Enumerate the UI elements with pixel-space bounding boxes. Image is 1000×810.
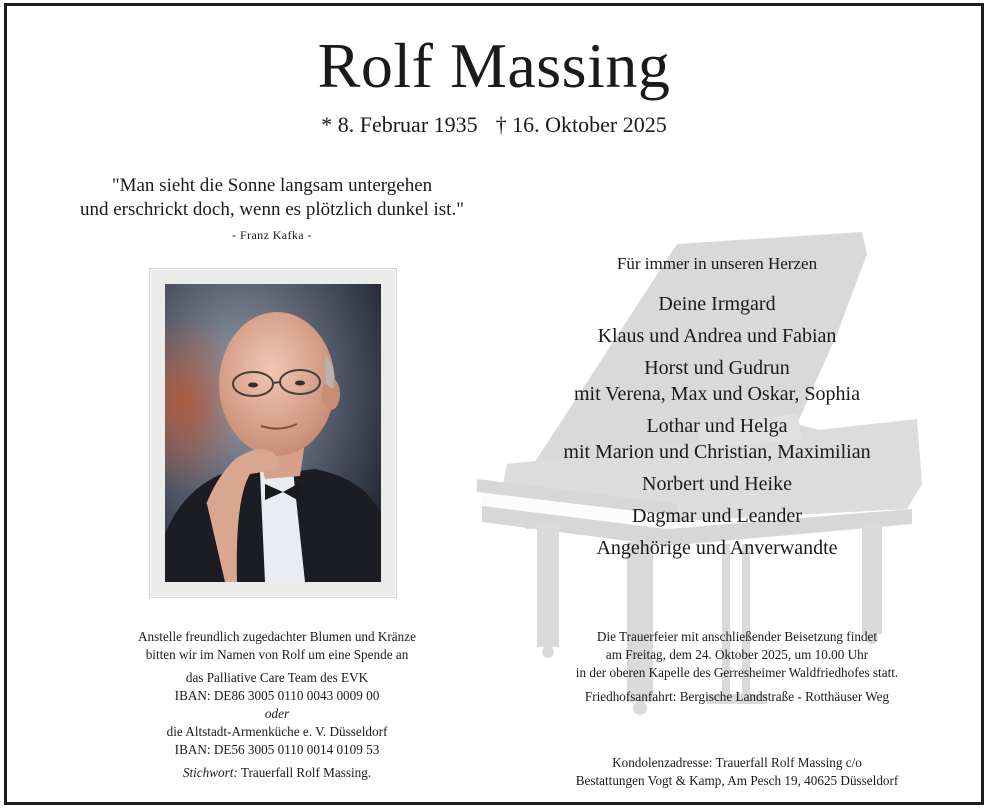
quote-author: - Franz Kafka - (232, 228, 312, 242)
cemetery-directions: Friedhofsanfahrt: Bergische Landstraße - Rotthäuser Weg (584, 689, 890, 704)
donation-iban: IBAN: DE56 3005 0110 0014 0109 53 (174, 742, 380, 757)
portrait-photo (165, 284, 381, 582)
family-line: Lothar und Helga (646, 415, 788, 437)
donation-or: oder (264, 706, 290, 721)
quote-line: und erschrickt doch, wenn es plötzlich dunkel ist." (80, 199, 464, 220)
family-entry (507, 535, 927, 561)
condolence-line: Kondolenzadresse: Trauerfall Rolf Massing c/o (612, 755, 862, 770)
family-line: Dagmar und Leander (632, 505, 802, 527)
keyword-value: Trauerfall Rolf Massing. (237, 765, 372, 780)
birth-date: * 8. Februar 1935 (321, 112, 478, 137)
family-line: Deine Irmgard (658, 293, 776, 315)
condolence-address (517, 754, 957, 790)
family-line: Norbert und Heike (642, 473, 792, 495)
family-entry (507, 413, 927, 465)
donation-keyword (87, 764, 467, 782)
family-line: Horst und Gudrun (644, 357, 790, 379)
family-entry (507, 355, 927, 407)
keyword-label: Stichwort: (182, 765, 238, 780)
family-line: mit Marion und Christian, Maximilian (563, 441, 871, 463)
portrait-frame (149, 268, 397, 598)
condolence-line: Bestattungen Vogt & Kamp, Am Pesch 19, 40625 Düsseldorf (575, 773, 899, 788)
life-dates (7, 114, 981, 136)
donation-line: bitten wir im Namen von Rolf um eine Spende an (145, 647, 409, 662)
ceremony-line: am Freitag, dem 24. Oktober 2025, um 10.00 Uhr (605, 647, 869, 662)
family-entry (507, 471, 927, 497)
ceremony-notice (517, 628, 957, 706)
donation-org: die Altstadt-Armenküche e. V. Düsseldorf (166, 724, 388, 739)
family-line: Klaus und Andrea und Fabian (597, 325, 837, 347)
quote (47, 174, 497, 222)
family-entry (507, 291, 927, 317)
family-list (507, 291, 927, 567)
family-line: Angehörige und Anverwandte (596, 537, 838, 559)
family-entry (507, 323, 927, 349)
forever-heading: Für immer in unseren Herzen (616, 254, 818, 273)
family-entry (507, 503, 927, 529)
death-date: † 16. Oktober 2025 (495, 112, 667, 137)
deceased-name: Rolf Massing (317, 30, 671, 101)
donation-org: das Palliative Care Team des EVK (185, 670, 369, 685)
family-line: mit Verena, Max und Oskar, Sophia (573, 383, 860, 405)
ceremony-line: in der oberen Kapelle des Gerresheimer Waldfriedhofes statt. (575, 665, 899, 680)
ceremony-line: Die Trauerfeier mit anschließender Beisetzung findet (596, 629, 878, 644)
obituary-frame (4, 3, 984, 805)
donation-notice (87, 628, 467, 782)
quote-line: "Man sieht die Sonne langsam untergehen (111, 175, 433, 196)
donation-line: Anstelle freundlich zugedachter Blumen und Kränze (138, 629, 416, 644)
donation-iban: IBAN: DE86 3005 0110 0043 0009 00 (174, 688, 380, 703)
